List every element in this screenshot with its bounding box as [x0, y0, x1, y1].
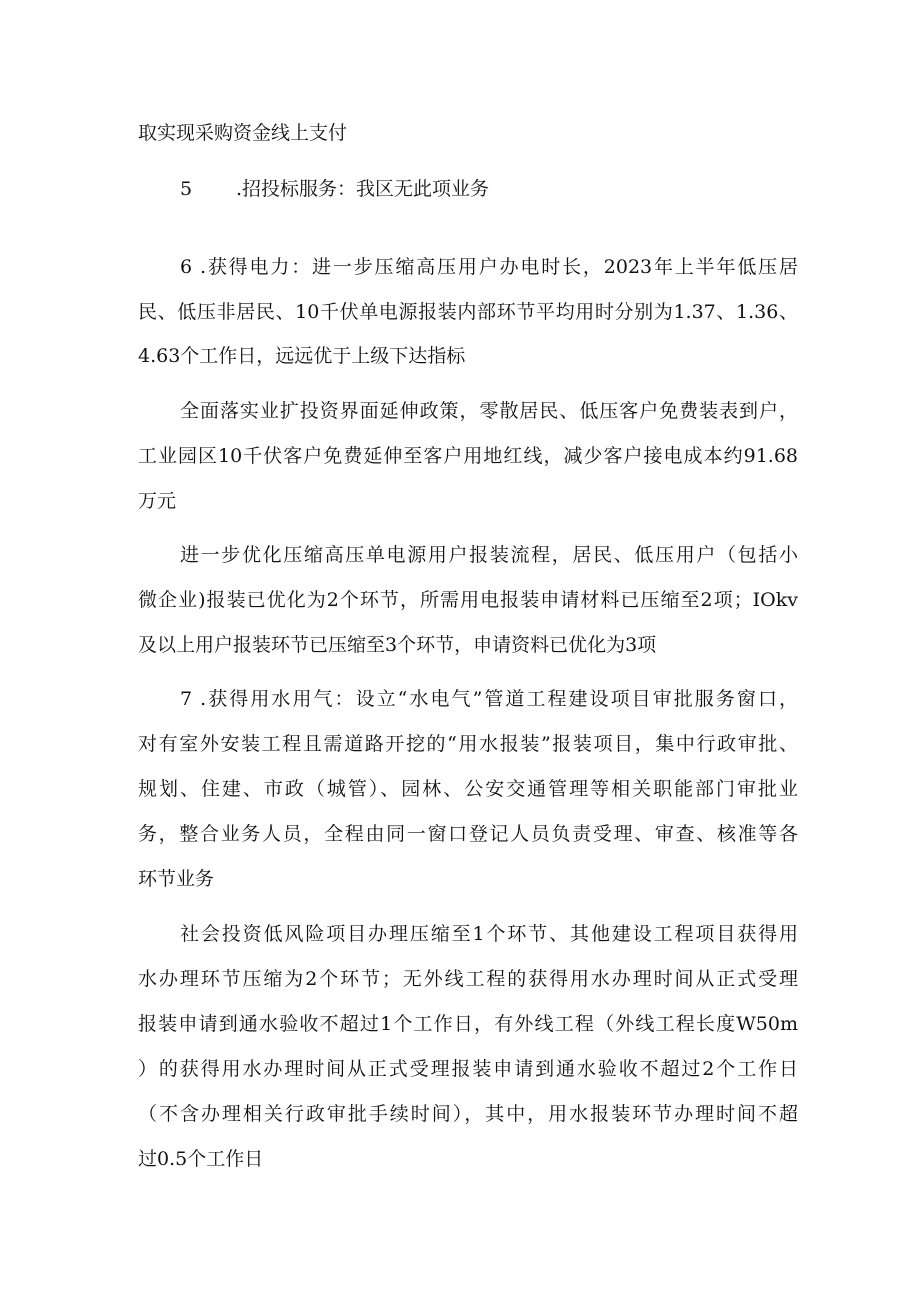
text-line: 及以上用户报装环节已压缩至3个环节，申请资料已优化为3项	[138, 634, 657, 656]
text-line: 微企业)报装已优化为2个环节，所需用电报装申请材料已压缩至2项；IOkv	[138, 589, 798, 611]
text-line: 工业园区10千伏客户免费延伸至客户用地红线，减少客户接电成本约91.68	[138, 445, 798, 467]
text-line: ）的获得用水办理时间从正式受理报装申请到通水验收不超过2个工作日	[138, 1058, 798, 1080]
item-5-number: 5	[180, 178, 193, 200]
text-line: 环节业务	[138, 868, 215, 890]
text-line: 进一步优化压缩高压单电源用户报装流程，居民、低压用户（包括小	[180, 544, 798, 566]
text-line: 7 .获得用水用气：设立“水电气”管道工程建设项目审批服务窗口，	[180, 688, 798, 710]
text-line: 社会投资低风险项目办理压缩至1个环节、其他建设工程项目获得用	[180, 923, 798, 945]
text-line: 规划、住建、市政（城管）、园林、公安交通管理等相关职能部门审批业	[138, 778, 798, 800]
text-line: 取实现采购资金线上支付	[138, 122, 348, 144]
text-line: 民、低压非居民、10千伏单电源报装内部环节平均用时分别为1.37、1.36、	[138, 301, 798, 323]
text-line: 4.63个工作日，远远优于上级下达指标	[138, 345, 466, 367]
text-line: 6 .获得电力：进一步压缩高压用户办电时长，2023年上半年低压居	[180, 256, 798, 278]
text-line: 过0.5个工作日	[138, 1148, 264, 1170]
text-line: 水办理环节压缩为2个环节；无外线工程的获得用水办理时间从正式受理	[138, 968, 798, 990]
text-line: 对有室外安装工程且需道路开挖的“用水报装”报装项目，集中行政审批、	[138, 733, 798, 755]
item-5-heading: .招投标服务：我区无此项业务	[236, 178, 490, 200]
text-line: 务，整合业务人员，全程由同一窗口登记人员负责受理、审查、核准等各	[138, 823, 798, 845]
text-line: 报装申请到通水验收不超过1个工作日，有外线工程（外线工程长度W50m	[138, 1013, 798, 1035]
text-line: 万元	[138, 490, 177, 512]
text-line: （不含办理相关行政审批手续时间），其中，用水报装环节办理时间不超	[138, 1103, 798, 1125]
text-line: 全面落实业扩投资界面延伸政策，零散居民、低压客户免费装表到户，	[180, 400, 798, 422]
